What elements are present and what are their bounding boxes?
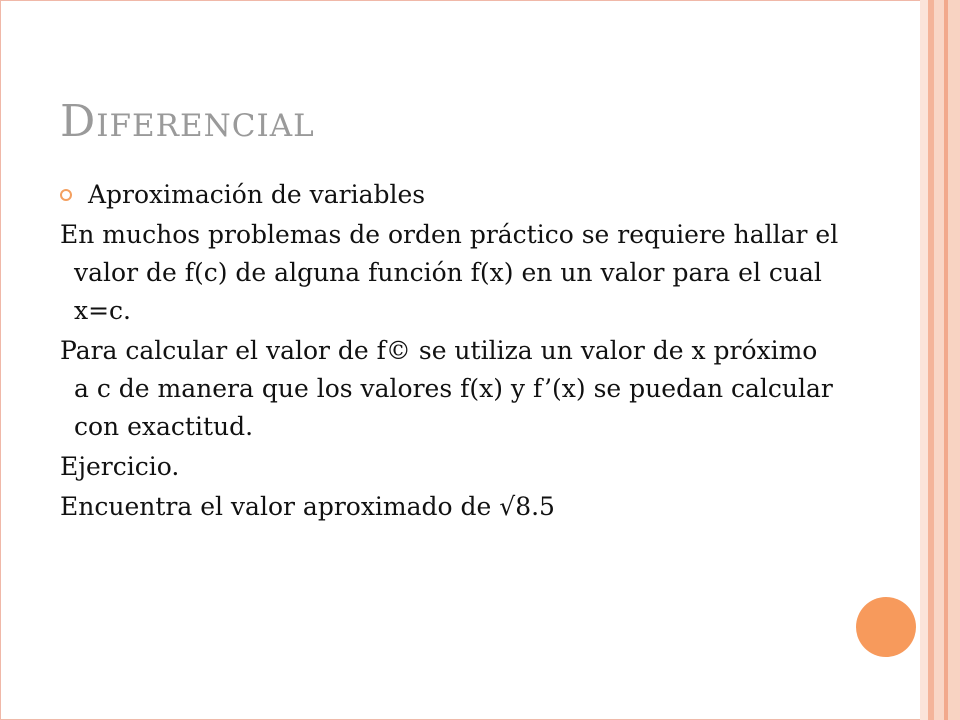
paragraph: En muchos problemas de orden práctico se requiere hallar el valor de f(c) de alguna función f(x) en un valor para el cual x=c.: [60, 220, 839, 325]
bullet-item: [60, 176, 840, 214]
decor-circle: [856, 597, 916, 657]
bullet-text: Aproximación de variables: [88, 180, 426, 209]
paragraph: Ejercicio.: [60, 452, 180, 481]
paragraph: Encuentra el valor aproximado de √8.5: [60, 492, 555, 521]
slide-title: Diferencial: [60, 96, 315, 147]
decor-stripe: [934, 0, 944, 720]
bullet-circle-icon: [60, 189, 72, 201]
decor-stripe: [948, 0, 960, 720]
paragraph: Para calcular el valor de f© se utiliza un valor de x próximo a c de manera que los valores f(x) y f’(x) se puedan calcular con exactitud.: [60, 336, 833, 441]
slide-content: [60, 176, 840, 528]
decor-stripe: [920, 0, 928, 720]
